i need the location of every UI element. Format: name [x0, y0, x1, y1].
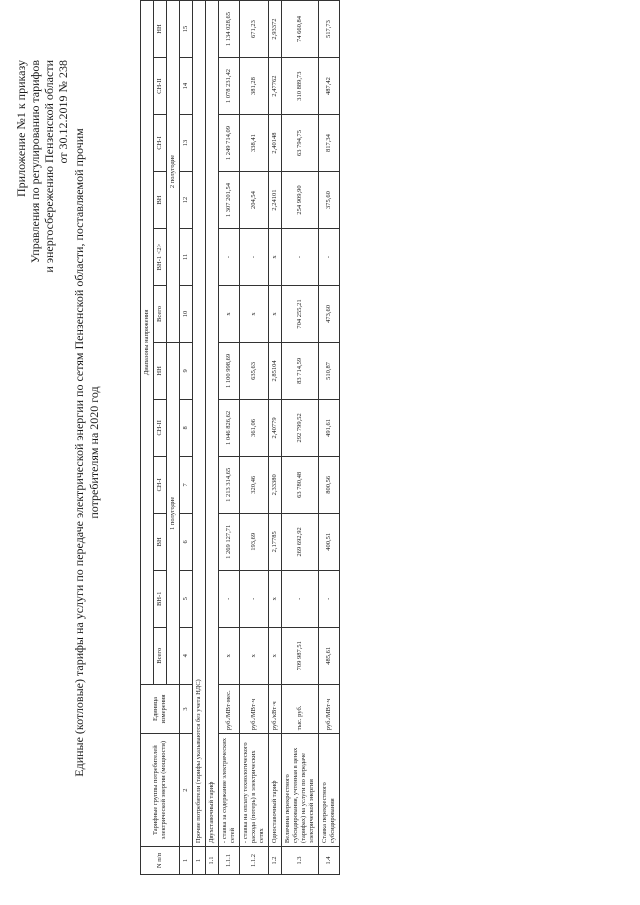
row-value: 491,61 [319, 399, 340, 456]
row-value: 2,93372 [269, 1, 282, 58]
row-value: 320,46 [240, 456, 269, 513]
row-value: 338,41 [240, 115, 269, 172]
index-cell: 12 [180, 172, 193, 229]
row-value: 800,56 [319, 456, 340, 513]
row-value: 2,24101 [269, 172, 282, 229]
row-value: - [240, 229, 269, 286]
row-value: 704 255,21 [282, 285, 319, 342]
table-body [219, 1, 340, 875]
row-value: - [282, 570, 319, 627]
row-value: x [269, 285, 282, 342]
header-half-2: 2 полугодие [167, 1, 180, 343]
header-level: ВН [154, 513, 167, 570]
index-cell: 7 [180, 456, 193, 513]
row-value: 2,85104 [269, 342, 282, 399]
annex-line-3: и энергосбережению Пензенской области [42, 60, 56, 273]
row-value: 2,47762 [269, 58, 282, 115]
index-row [180, 1, 193, 875]
row-num: 1.2 [269, 847, 282, 875]
header-group: Тарифные группы потребителей электрической энергии (мощности) [141, 734, 180, 847]
row-value: x [269, 627, 282, 684]
header-level: СН-II [154, 58, 167, 115]
header-level: Всего [154, 627, 167, 684]
row-value: 2,40148 [269, 115, 282, 172]
row-value: - [240, 570, 269, 627]
index-cell: 9 [180, 342, 193, 399]
header-level: Всего [154, 285, 167, 342]
section-row [193, 1, 206, 875]
header-unit: Единица измерения [141, 684, 180, 733]
row-unit: руб./МВт·мес. [219, 684, 240, 733]
header-level: ВН-1 [154, 570, 167, 627]
row-value: 487,42 [319, 58, 340, 115]
header-level: СН-II [154, 399, 167, 456]
header-ranges: Диапазоны напряжения [141, 1, 154, 685]
title-line-2: потребителям на 2020 год [87, 386, 101, 519]
row-value: - [319, 229, 340, 286]
row-value: 63 780,48 [282, 456, 319, 513]
annex-header [14, 60, 70, 273]
row-value: 292 799,52 [282, 399, 319, 456]
index-cell: 3 [180, 684, 193, 733]
table-row [319, 1, 340, 875]
table-row [282, 1, 319, 875]
header-level: СН-I [154, 456, 167, 513]
row-value: x [269, 229, 282, 286]
header-level: ВН-1 <2> [154, 229, 167, 286]
row-value: x [219, 627, 240, 684]
header-level: ВН [154, 172, 167, 229]
row-value: 2,17785 [269, 513, 282, 570]
row-num: 1.4 [319, 847, 340, 875]
row-value: - [319, 570, 340, 627]
header-level: НН [154, 342, 167, 399]
row-value: 510,87 [319, 342, 340, 399]
index-cell: 2 [180, 734, 193, 847]
row-value: 381,28 [240, 58, 269, 115]
annex-line-1: Приложение №1 к приказу [14, 60, 28, 197]
row-value: 375,60 [319, 172, 340, 229]
row-value: x [240, 627, 269, 684]
table-row [240, 1, 269, 875]
index-cell: 8 [180, 399, 193, 456]
row-value: 635,63 [240, 342, 269, 399]
row-num: 1.1.1 [219, 847, 240, 875]
row-value: 2,33380 [269, 456, 282, 513]
subsection-num: 1.1 [206, 847, 219, 875]
row-value: 1 134 028,65 [219, 1, 240, 58]
tariff-table [140, 0, 340, 875]
row-value: 1 078 231,42 [219, 58, 240, 115]
annex-line-2: Управления по регулированию тарифов [28, 60, 42, 264]
row-unit: руб./МВт·ч [240, 684, 269, 733]
row-num: 1.1.2 [240, 847, 269, 875]
row-value: 1 213 314,65 [219, 456, 240, 513]
row-value: 709 987,51 [282, 627, 319, 684]
row-value: 74 660,84 [282, 1, 319, 58]
row-value: 204,54 [240, 172, 269, 229]
annex-line-4: от 30.12.2019 № 238 [56, 60, 70, 164]
row-group: - ставка за содержание электрических сетей [219, 734, 240, 847]
index-cell: 14 [180, 58, 193, 115]
header-num: N п/п [141, 847, 180, 875]
row-value: 361,06 [240, 399, 269, 456]
row-group: Величина перекрестного субсидирования, учтенная в ценах (тарифах) на услуги по передаче электрической энергии [282, 734, 319, 847]
row-value: 1 046 826,62 [219, 399, 240, 456]
row-value: 473,60 [319, 285, 340, 342]
table-row [219, 1, 240, 875]
header-row-1 [141, 1, 154, 875]
row-value: 254 909,90 [282, 172, 319, 229]
row-value: 671,23 [240, 1, 269, 58]
row-group: Ставка перекрестного субсидирования [319, 734, 340, 847]
row-value: - [219, 570, 240, 627]
header-half-1: 1 полугодие [167, 342, 180, 684]
row-value: 1 100 998,69 [219, 342, 240, 399]
row-value: 400,51 [319, 513, 340, 570]
row-unit: руб./кВт·ч [269, 684, 282, 733]
row-value: x [269, 570, 282, 627]
row-value: 83 714,59 [282, 342, 319, 399]
subsection-label: Двухставочный тариф [206, 1, 219, 847]
row-num: 1.3 [282, 847, 319, 875]
row-unit: руб./МВт·ч [319, 684, 340, 733]
row-value: 1 307 201,54 [219, 172, 240, 229]
index-cell: 1 [180, 847, 193, 875]
row-value: 269 692,92 [282, 513, 319, 570]
row-value: 63 794,75 [282, 115, 319, 172]
index-cell: 15 [180, 1, 193, 58]
row-value: 310 889,73 [282, 58, 319, 115]
row-value: 485,61 [319, 627, 340, 684]
document-title [72, 60, 102, 845]
row-value: 2,40779 [269, 399, 282, 456]
row-value: 1 249 714,09 [219, 115, 240, 172]
row-value: - [219, 229, 240, 286]
row-value: - [282, 229, 319, 286]
index-cell: 11 [180, 229, 193, 286]
row-unit: тыс. руб. [282, 684, 319, 733]
row-value: x [240, 285, 269, 342]
row-value: x [219, 285, 240, 342]
row-value: 817,34 [319, 115, 340, 172]
row-group: - ставка на оплату технологического расхода (потерь) в электрических сетях [240, 734, 269, 847]
section-label: Прочие потребители (тарифы указываются без учета НДС) [193, 1, 206, 847]
table-row [269, 1, 282, 875]
header-level: НН [154, 1, 167, 58]
section-num: 1 [193, 847, 206, 875]
header-level: СН-I [154, 115, 167, 172]
index-cell: 10 [180, 285, 193, 342]
row-value: 193,69 [240, 513, 269, 570]
index-cell: 5 [180, 570, 193, 627]
row-value: 517,73 [319, 1, 340, 58]
title-line-1: Единые (котловые) тарифы на услуги по передаче электрической энергии по сетям Пензенской области, поставляемой прочим [72, 128, 86, 777]
row-group: Одноставочный тариф [269, 734, 282, 847]
index-cell: 13 [180, 115, 193, 172]
index-cell: 4 [180, 627, 193, 684]
index-cell: 6 [180, 513, 193, 570]
subsection-row [206, 1, 219, 875]
row-value: 1 269 127,71 [219, 513, 240, 570]
